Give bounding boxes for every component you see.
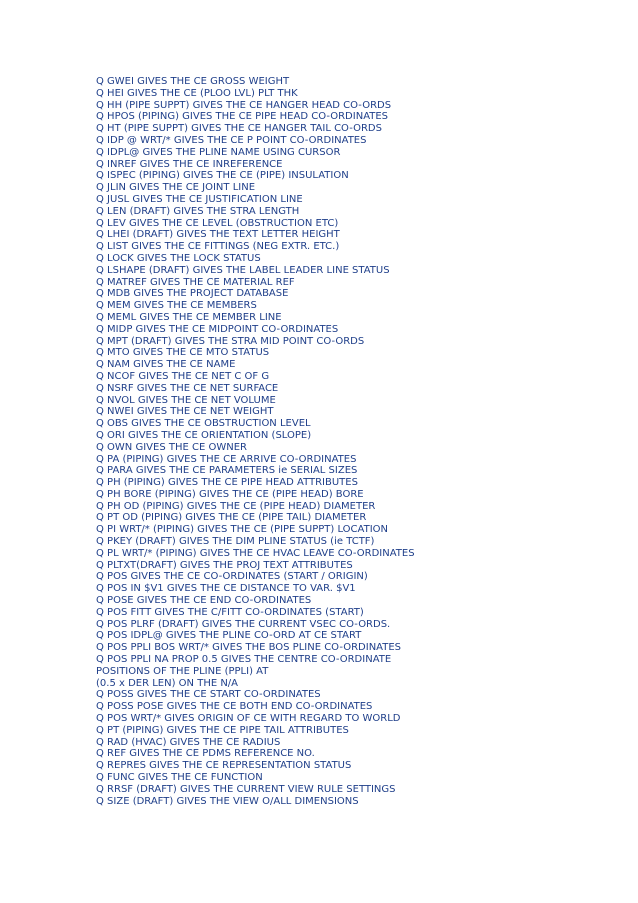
- text-line: Q POS GIVES THE CE CO-ORDINATES (START / ORIGIN): [96, 571, 368, 583]
- text-line: Q POS IDPL@ GIVES THE PLINE CO-ORD AT CE START: [96, 630, 362, 642]
- text-line: Q REF GIVES THE CE PDMS REFERENCE NO.: [96, 748, 315, 760]
- text-line: Q POS FITT GIVES THE C/FITT CO-ORDINATES (START): [96, 606, 364, 618]
- text-line: Q NWEI GIVES THE CE NET WEIGHT: [96, 406, 274, 418]
- text-line: Q PH BORE (PIPING) GIVES THE CE (PIPE HEAD) BORE: [96, 488, 364, 500]
- text-line: Q PKEY (DRAFT) GIVES THE DIM PLINE STATUS (ie TCTF): [96, 536, 375, 548]
- text-line: Q HH (PIPE SUPPT) GIVES THE CE HANGER HEAD CO-ORDS: [96, 99, 392, 111]
- text-line: Q PT OD (PIPING) GIVES THE CE (PIPE TAIL) DIAMETER: [96, 512, 367, 524]
- text-line: Q LIST GIVES THE CE FITTINGS (NEG EXTR. ETC.): [96, 241, 340, 253]
- text-line: Q POSE GIVES THE CE END CO-ORDINATES: [96, 595, 312, 607]
- text-line: Q PH OD (PIPING) GIVES THE CE (PIPE HEAD) DIAMETER: [96, 500, 376, 512]
- text-line: Q MIDP GIVES THE CE MIDPOINT CO-ORDINATES: [96, 323, 339, 335]
- text-line: Q REPRES GIVES THE CE REPRESENTATION STATUS: [96, 760, 352, 772]
- text-line: (0.5 x DER LEN) ON THE N/A: [96, 677, 239, 689]
- text-line: Q HT (PIPE SUPPT) GIVES THE CE HANGER TAIL CO-ORDS: [96, 123, 382, 135]
- text-line: Q MEML GIVES THE CE MEMBER LINE: [96, 311, 282, 323]
- text-line: Q RRSF (DRAFT) GIVES THE CURRENT VIEW RULE SETTINGS: [96, 783, 396, 795]
- text-line: Q ORI GIVES THE CE ORIENTATION (SLOPE): [96, 429, 312, 441]
- text-line: Q OWN GIVES THE CE OWNER: [96, 441, 247, 453]
- text-line: Q PA (PIPING) GIVES THE CE ARRIVE CO-ORDINATES: [96, 453, 357, 465]
- text-line: Q POS PLRF (DRAFT) GIVES THE CURRENT VSEC CO-ORDS.: [96, 618, 391, 630]
- text-line: Q JUSL GIVES THE CE JUSTIFICATION LINE: [96, 193, 303, 205]
- text-line: POSITIONS OF THE PLINE (PPLI) AT: [96, 665, 269, 677]
- text-line: Q PT (PIPING) GIVES THE CE PIPE TAIL ATTRIBUTES: [96, 724, 349, 736]
- text-line: Q IDP @ WRT/* GIVES THE CE P POINT CO-ORDINATES: [96, 134, 367, 146]
- text-line: Q GWEI GIVES THE CE GROSS WEIGHT: [96, 76, 290, 87]
- text-line: Q LOCK GIVES THE LOCK STATUS: [96, 252, 261, 264]
- text-line: Q PH (PIPING) GIVES THE CE PIPE HEAD ATTRIBUTES: [96, 477, 358, 489]
- text-line: Q PI WRT/* (PIPING) GIVES THE CE (PIPE SUPPT) LOCATION: [96, 524, 388, 536]
- command-list: [96, 76, 626, 807]
- text-line: Q POS WRT/* GIVES ORIGIN OF CE WITH REGARD TO WORLD: [96, 713, 401, 725]
- text-line: Q PLTXT(DRAFT) GIVES THE PROJ TEXT ATTRIBUTES: [96, 559, 353, 571]
- text-line: Q NAM GIVES THE CE NAME: [96, 359, 236, 371]
- text-line: Q INREF GIVES THE CE INREFERENCE: [96, 158, 283, 170]
- text-line: Q POS PPLI BOS WRT/* GIVES THE BOS PLINE CO-ORDINATES: [96, 642, 402, 654]
- text-line: Q MATREF GIVES THE CE MATERIAL REF: [96, 276, 295, 288]
- text-line: Q PL WRT/* (PIPING) GIVES THE CE HVAC LEAVE CO-ORDINATES: [96, 547, 415, 559]
- text-line: Q MPT (DRAFT) GIVES THE STRA MID POINT CO-ORDS: [96, 335, 365, 347]
- text-line: Q IDPL@ GIVES THE PLINE NAME USING CURSOR: [96, 146, 341, 158]
- text-line: Q POSS POSE GIVES THE CE BOTH END CO-ORDINATES: [96, 701, 373, 713]
- text-line: Q NVOL GIVES THE CE NET VOLUME: [96, 394, 276, 406]
- text-line: Q FUNC GIVES THE CE FUNCTION: [96, 772, 263, 784]
- text-line: Q PARA GIVES THE CE PARAMETERS ie SERIAL SIZES: [96, 465, 358, 477]
- text-line: Q SIZE (DRAFT) GIVES THE VIEW O/ALL DIMENSIONS: [96, 795, 359, 807]
- text-line: Q MEM GIVES THE CE MEMBERS: [96, 300, 257, 312]
- text-line: Q LEV GIVES THE CE LEVEL (OBSTRUCTION ETC): [96, 217, 339, 229]
- text-line: Q NCOF GIVES THE CE NET C OF G: [96, 370, 270, 382]
- text-line: Q NSRF GIVES THE CE NET SURFACE: [96, 382, 279, 394]
- text-line: Q HPOS (PIPING) GIVES THE CE PIPE HEAD CO-ORDINATES: [96, 111, 389, 123]
- text-line: Q JLIN GIVES THE CE JOINT LINE: [96, 182, 256, 194]
- text-line: Q POSS GIVES THE CE START CO-ORDINATES: [96, 689, 321, 701]
- text-line: Q RAD (HVAC) GIVES THE CE RADIUS: [96, 736, 281, 748]
- text-line: Q ISPEC (PIPING) GIVES THE CE (PIPE) INSULATION: [96, 170, 349, 182]
- text-line: Q LHEI (DRAFT) GIVES THE TEXT LETTER HEIGHT: [96, 229, 340, 241]
- text-line: Q OBS GIVES THE CE OBSTRUCTION LEVEL: [96, 418, 311, 430]
- text-line: Q MDB GIVES THE PROJECT DATABASE: [96, 288, 289, 300]
- text-line: Q LEN (DRAFT) GIVES THE STRA LENGTH: [96, 205, 300, 217]
- text-line: Q MTO GIVES THE CE MTO STATUS: [96, 347, 270, 359]
- text-line: Q LSHAPE (DRAFT) GIVES THE LABEL LEADER LINE STATUS: [96, 264, 390, 276]
- text-line: Q POS PPLI NA PROP 0.5 GIVES THE CENTRE CO-ORDINATE: [96, 654, 392, 666]
- text-line: Q POS IN $V1 GIVES THE CE DISTANCE TO VAR. $V1: [96, 583, 356, 595]
- text-line: Q HEI GIVES THE CE (PLOO LVL) PLT THK: [96, 87, 298, 99]
